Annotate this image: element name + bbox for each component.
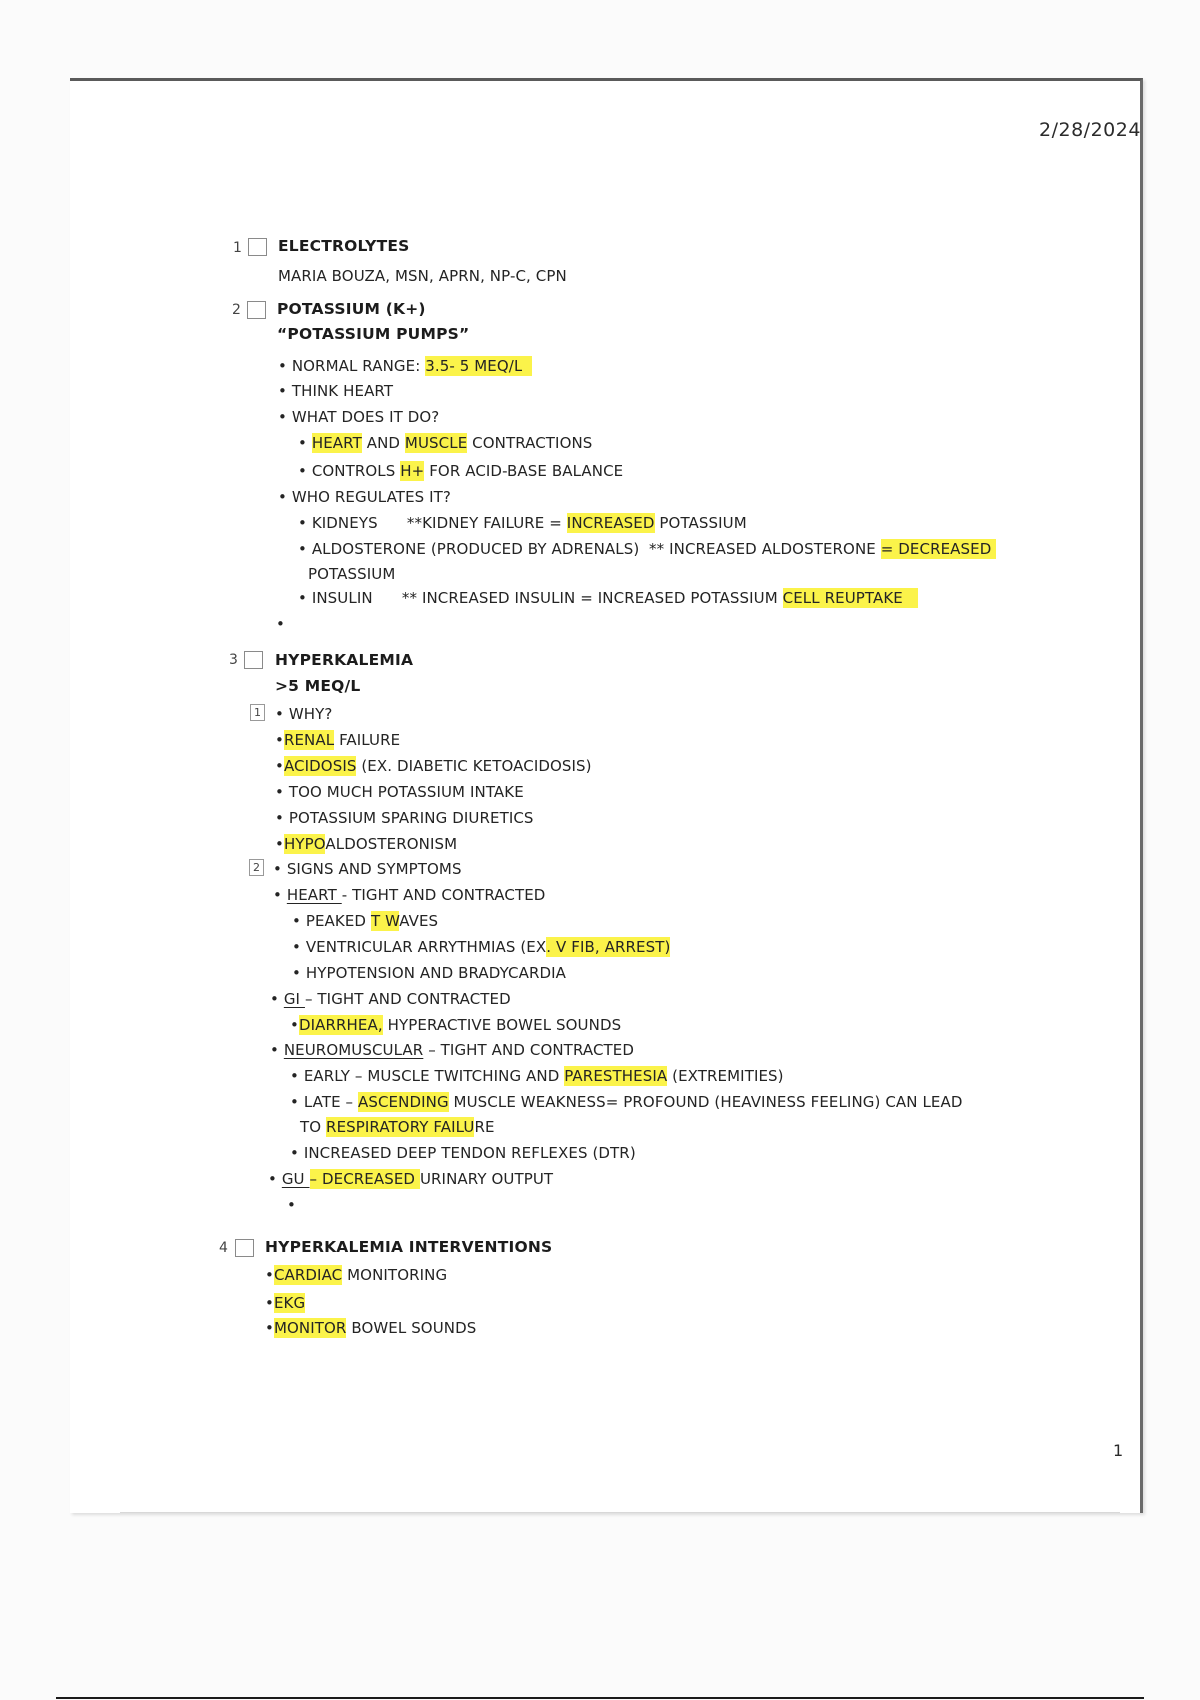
slide-number: 1 <box>233 240 242 256</box>
bullet-diarrhea: •DIARRHEA, HYPERACTIVE BOWEL SOUNDS <box>290 1016 622 1034</box>
bullet-intake: • TOO MUCH POTASSIUM INTAKE <box>275 783 524 801</box>
slide-title: POTASSIUM (K+) <box>277 300 426 318</box>
bullet-kidneys: • KIDNEYS **KIDNEY FAILURE = INCREASED POTASSIUM <box>298 514 747 532</box>
bullet-renal-failure: •RENAL FAILURE <box>275 731 401 749</box>
slide-title: ELECTROLYTES <box>278 237 410 255</box>
slide-number: 2 <box>232 302 241 318</box>
bullet-insulin: • INSULIN ** INCREASED INSULIN = INCREASED POTASSIUM CELL REUPTAKE <box>298 589 918 607</box>
bullet-hypotension: • HYPOTENSION AND BRADYCARDIA <box>292 964 567 982</box>
slide-thumbnail-box <box>248 238 267 256</box>
empty-bullet: • <box>287 1196 296 1214</box>
scanned-page <box>70 78 1143 1513</box>
bullet-normal-range: • NORMAL RANGE: 3.5- 5 MEQ/L <box>278 357 532 375</box>
bullet-early: • EARLY – MUSCLE TWITCHING AND PARESTHESIA (EXTREMITIES) <box>290 1067 784 1085</box>
page-number: 1 <box>1113 1441 1124 1460</box>
bullet-diuretics: • POTASSIUM SPARING DIURETICS <box>275 809 534 827</box>
bullet-heart: • HEART - TIGHT AND CONTRACTED <box>273 886 546 904</box>
bullet-hypoaldosteronism: •HYPOALDOSTERONISM <box>275 835 458 853</box>
header-date: 2/28/2024 <box>1039 119 1141 141</box>
bullet-dtr: • INCREASED DEEP TENDON REFLEXES (DTR) <box>290 1144 636 1162</box>
scan-edge-line <box>56 1697 1144 1699</box>
bullet-contractions: • HEART AND MUSCLE CONTRACTIONS <box>298 434 593 452</box>
bullet-what-does: • WHAT DOES IT DO? <box>278 408 440 426</box>
slide-thumbnail-box <box>244 651 263 669</box>
slide-number: 3 <box>229 652 238 668</box>
empty-bullet: • <box>276 615 285 633</box>
slide-number: 4 <box>219 1240 228 1256</box>
slide-thumbnail-box <box>247 301 266 319</box>
slide-thumbnail-box <box>235 1239 254 1257</box>
bullet-who-regulates: • WHO REGULATES IT? <box>278 488 451 506</box>
bullet-think-heart: • THINK HEART <box>278 382 394 400</box>
bullet-neuromuscular: • NEUROMUSCULAR – TIGHT AND CONTRACTED <box>270 1041 635 1059</box>
slide-subtitle: “POTASSIUM PUMPS” <box>277 325 470 343</box>
bullet-why: • WHY? <box>275 705 333 723</box>
bullet-controls: • CONTROLS H+ FOR ACID-BASE BALANCE <box>298 462 624 480</box>
slide-subtitle: >5 MEQ/L <box>275 677 361 695</box>
bullet-aldosterone-continued: POTASSIUM <box>308 565 396 583</box>
bullet-aldosterone: • ALDOSTERONE (PRODUCED BY ADRENALS) ** INCREASED ALDOSTERONE = DECREASED <box>298 540 996 558</box>
bullet-late-continued: TO RESPIRATORY FAILURE <box>300 1118 495 1136</box>
slide-title: HYPERKALEMIA INTERVENTIONS <box>265 1238 553 1256</box>
bullet-gu: • GU – DECREASED URINARY OUTPUT <box>268 1170 554 1188</box>
bullet-monitor-bowel-sounds: •MONITOR BOWEL SOUNDS <box>265 1319 477 1337</box>
bullet-ventricular-arrythmias: • VENTRICULAR ARRYTHMIAS (EX. V FIB, ARREST) <box>292 938 671 956</box>
bullet-gi: • GI – TIGHT AND CONTRACTED <box>270 990 511 1008</box>
bullet-peaked-t-waves: • PEAKED T WAVES <box>292 912 439 930</box>
slide-title: HYPERKALEMIA <box>275 651 414 669</box>
page-bottom-edge <box>120 1512 1120 1513</box>
sub-marker: 2 <box>249 859 264 876</box>
bullet-late: • LATE – ASCENDING MUSCLE WEAKNESS= PROFOUND (HEAVINESS FEELING) CAN LEAD <box>290 1093 963 1111</box>
bullet-signs-symptoms: • SIGNS AND SYMPTOMS <box>273 860 462 878</box>
slide-subtitle: MARIA BOUZA, MSN, APRN, NP-C, CPN <box>278 267 567 285</box>
bullet-ekg: •EKG <box>265 1294 306 1312</box>
sub-marker: 1 <box>250 704 265 721</box>
bullet-cardiac-monitoring: •CARDIAC MONITORING <box>265 1266 448 1284</box>
bullet-acidosis: •ACIDOSIS (EX. DIABETIC KETOACIDOSIS) <box>275 757 592 775</box>
